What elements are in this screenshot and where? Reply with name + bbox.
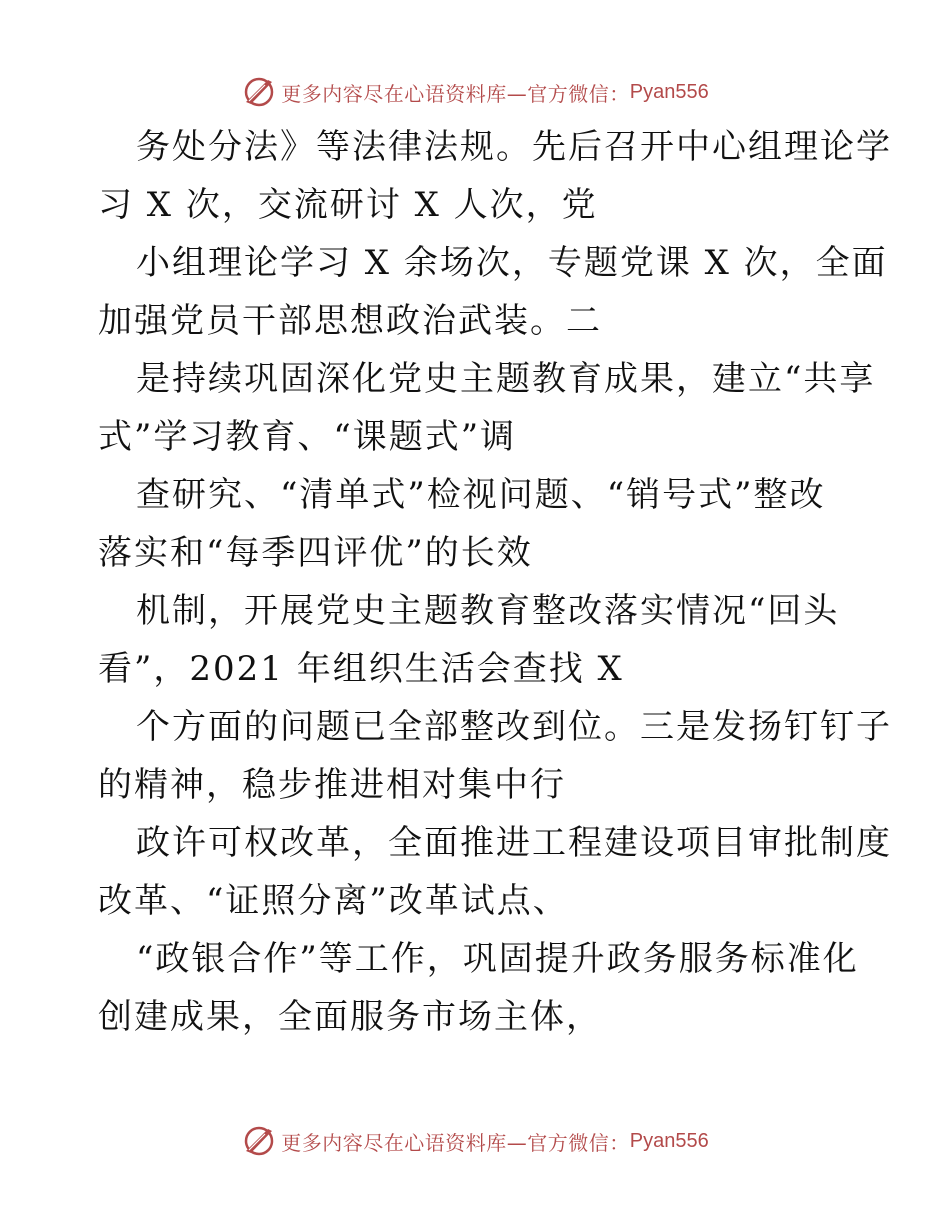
- text-line: 加强党员干部思想政治武装。二: [98, 301, 602, 341]
- text-line: 创建成果，全面服务市场主体，: [98, 997, 602, 1037]
- text-line: “政银合作”等工作，巩固提升政务服务标准化: [136, 939, 859, 979]
- text-line: 落实和“每季四评优”的长效: [98, 533, 533, 573]
- document-body: [98, 118, 892, 1046]
- watermark-text: 更多内容尽在心语资料库—官方微信：: [281, 1130, 630, 1155]
- text-line: 务处分法》等法律法规。先后召开中心组理论学: [136, 127, 892, 167]
- quill-pen-logo-icon: [241, 74, 277, 110]
- footer-watermark: [0, 1121, 950, 1161]
- text-line: 改革、“证照分离”改革试点、: [98, 881, 569, 921]
- watermark-wechat-id: Pyan556: [629, 80, 709, 103]
- text-line: 个方面的问题已全部整改到位。三是发扬钉钉子: [136, 707, 892, 747]
- header-watermark: [0, 72, 950, 112]
- text-line: 小组理论学习 X 余场次，专题党课 X 次，全面: [136, 243, 888, 283]
- text-line: 是持续巩固深化党史主题教育成果，建立“共享: [136, 359, 876, 399]
- text-line: 的精神，稳步推进相对集中行: [98, 765, 566, 805]
- watermark-wechat-id: Pyan556: [629, 1129, 709, 1152]
- text-line: 式”学习教育、“课题式”调: [98, 417, 517, 457]
- text-line: 查研究、“清单式”检视问题、“销号式”整改: [136, 475, 826, 515]
- text-line: 机制，开展党史主题教育整改落实情况“回头: [136, 591, 840, 631]
- text-line: 政许可权改革，全面推进工程建设项目审批制度: [136, 823, 892, 863]
- text-line: 看”，2021 年组织生活会查找 X: [98, 649, 624, 689]
- watermark-text: 更多内容尽在心语资料库—官方微信：: [281, 81, 630, 106]
- text-line: 习 X 次，交流研讨 X 人次，党: [98, 185, 598, 225]
- quill-pen-logo-icon: [241, 1123, 277, 1159]
